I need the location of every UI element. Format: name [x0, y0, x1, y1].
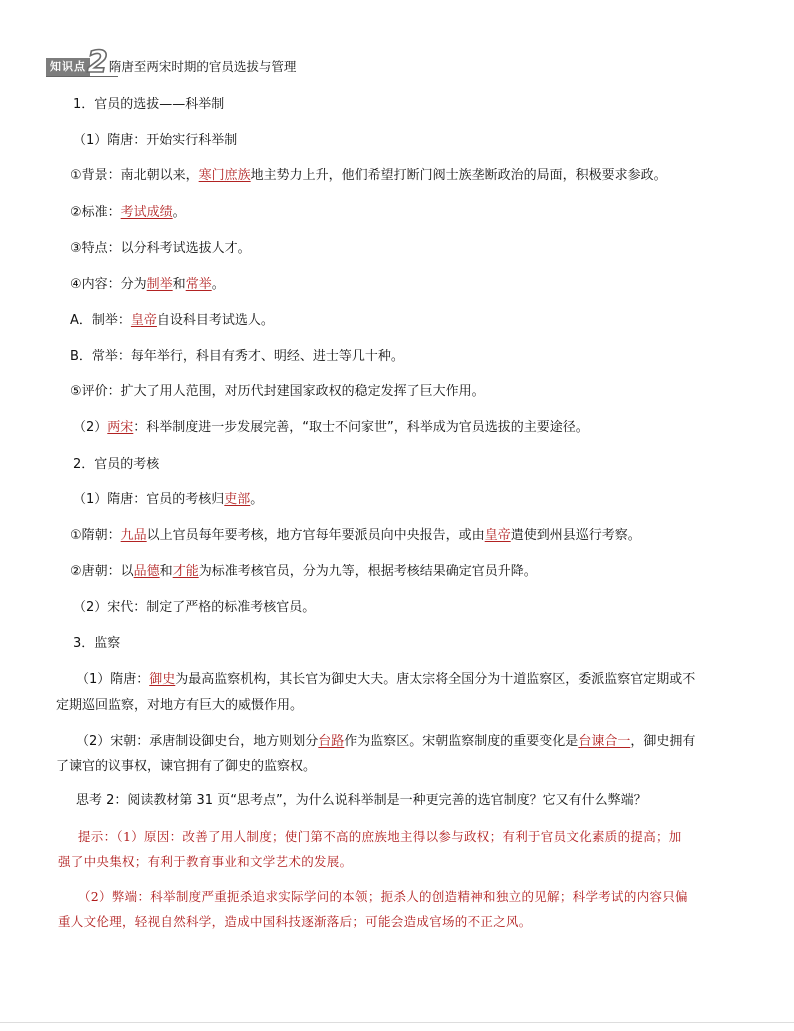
text-segment: （1）隋唐： [76, 672, 150, 687]
text-segment: 。 [250, 492, 264, 507]
tip2-line1: （2）弊端：科举制度严重扼杀追求实际学问的本领；扼杀人的创造精神和独立的见解；科学考试的内容只偏 [78, 889, 688, 904]
song-assessment-line: （2）宋代：制定了严格的标准考核官员。 [73, 600, 316, 615]
badge-label: 知识点 [46, 58, 90, 76]
text-segment: 自设科目考试选人。 [156, 313, 274, 328]
keyword: 制举 [146, 277, 173, 292]
sub-sui-tang-keju: （1）隋唐：开始实行科举制 [73, 133, 238, 148]
heading-assessment: 2．官员的考核 [73, 457, 160, 472]
text-segment: 地主势力上升，他们希望打断门阀士族垄断政治的局面，积极要求参政。 [250, 168, 667, 183]
text-segment: ②唐朝：以 [70, 564, 134, 579]
song-supervision-line2: 了谏官的议事权，谏官拥有了御史的监察权。 [56, 759, 317, 774]
header-underline [46, 76, 118, 77]
keyword: 台路 [318, 734, 345, 749]
tip2-line2: 重人文伦理，轻视自然科学，造成中国科技逐渐落后；可能会造成官场的不正之风。 [58, 914, 532, 929]
two-song-line [73, 418, 589, 438]
text-segment: 作为监察区。宋朝监察制度的重要变化是 [344, 734, 579, 749]
section-header [46, 45, 297, 80]
text-segment: A．制举： [70, 313, 131, 328]
sui-tang-supervision-line2: 定期巡回监察，对地方有巨大的威慑作用。 [56, 698, 304, 713]
keyword: 台谏合一 [578, 734, 631, 749]
assessment-sub1 [73, 490, 263, 510]
section-title: 隋唐至两宋时期的官员选拔与管理 [108, 59, 297, 74]
keyword: 皇帝 [484, 528, 511, 543]
keyword: 品德 [133, 564, 160, 579]
keyword: 常举 [185, 277, 212, 292]
keyword: 吏部 [224, 492, 251, 507]
tip-line2: 强了中央集权；有利于教育事业和文学艺术的发展。 [58, 854, 353, 869]
keyword: 御史 [149, 672, 176, 687]
tip-line1: 提示：（1）原因：改善了用人制度；使门第不高的庶族地主得以参与政权；有利于官员文化素质的提高；加 [78, 829, 682, 844]
text-segment: 遣使到州县巡行考察。 [510, 528, 641, 543]
text-segment: （2） [73, 420, 108, 435]
keyword: 寒门庶族 [198, 168, 251, 183]
text-segment: 为标准考核官员，分为九等，根据考核结果确定官员升降。 [198, 564, 537, 579]
text-segment: 和 [172, 277, 186, 292]
keyword: 考试成绩 [120, 205, 173, 220]
keyword: 九品 [120, 528, 147, 543]
text-segment: 。 [211, 277, 225, 292]
text-segment: （1）隋唐：官员的考核归 [73, 492, 225, 507]
page-bottom-rule [0, 1022, 794, 1023]
heading-selection: 1．官员的选拔——科举制 [73, 97, 225, 112]
keyword: 皇帝 [130, 313, 157, 328]
song-supervision-line1 [76, 732, 695, 752]
keyword: 才能 [172, 564, 199, 579]
text-segment: ①隋朝： [70, 528, 121, 543]
zhiju-line [70, 311, 274, 331]
evaluation-line: ⑤评价：扩大了用人范围，对历代封建国家政权的稳定发挥了巨大作用。 [70, 384, 485, 399]
changju-line: B．常举：每年举行，科目有秀才、明经、进士等几十种。 [70, 349, 404, 364]
text-segment: ，御史拥有 [630, 734, 696, 749]
text-segment: 以上官员每年要考核，地方官每年要派员向中央报告，或由 [146, 528, 485, 543]
text-segment: 。 [172, 205, 186, 220]
text-segment: ④内容：分为 [70, 277, 147, 292]
thinking-question: 思考 2：阅读教材第 31 页“思考点”，为什么说科举制是一种更完善的选官制度？它又有什么弊端？ [76, 793, 647, 808]
background-line [70, 166, 667, 186]
sui-tang-supervision-line1 [76, 670, 695, 690]
text-segment: ②标准： [70, 205, 121, 220]
text-segment: ①背景：南北朝以来， [70, 168, 199, 183]
heading-supervision: 3．监察 [73, 636, 121, 651]
text-segment: ：科举制度进一步发展完善，“取士不问家世”，科举成为官员选拔的主要途径。 [133, 420, 589, 435]
content-line [70, 275, 225, 295]
text-segment: 为最高监察机构，其长官为御史大夫。唐太宗将全国分为十道监察区，委派监察官定期或不 [175, 672, 696, 687]
knowledge-point-badge [46, 45, 108, 80]
tang-assessment-line [70, 562, 537, 582]
badge-number: 2 [87, 45, 108, 80]
text-segment: （2）宋朝：承唐制设御史台，地方则划分 [76, 734, 319, 749]
sui-assessment-line [70, 526, 641, 546]
text-segment: 和 [159, 564, 173, 579]
keyword: 两宋 [107, 420, 134, 435]
standard-line [70, 203, 186, 223]
feature-line: ③特点：以分科考试选拔人才。 [70, 241, 251, 256]
